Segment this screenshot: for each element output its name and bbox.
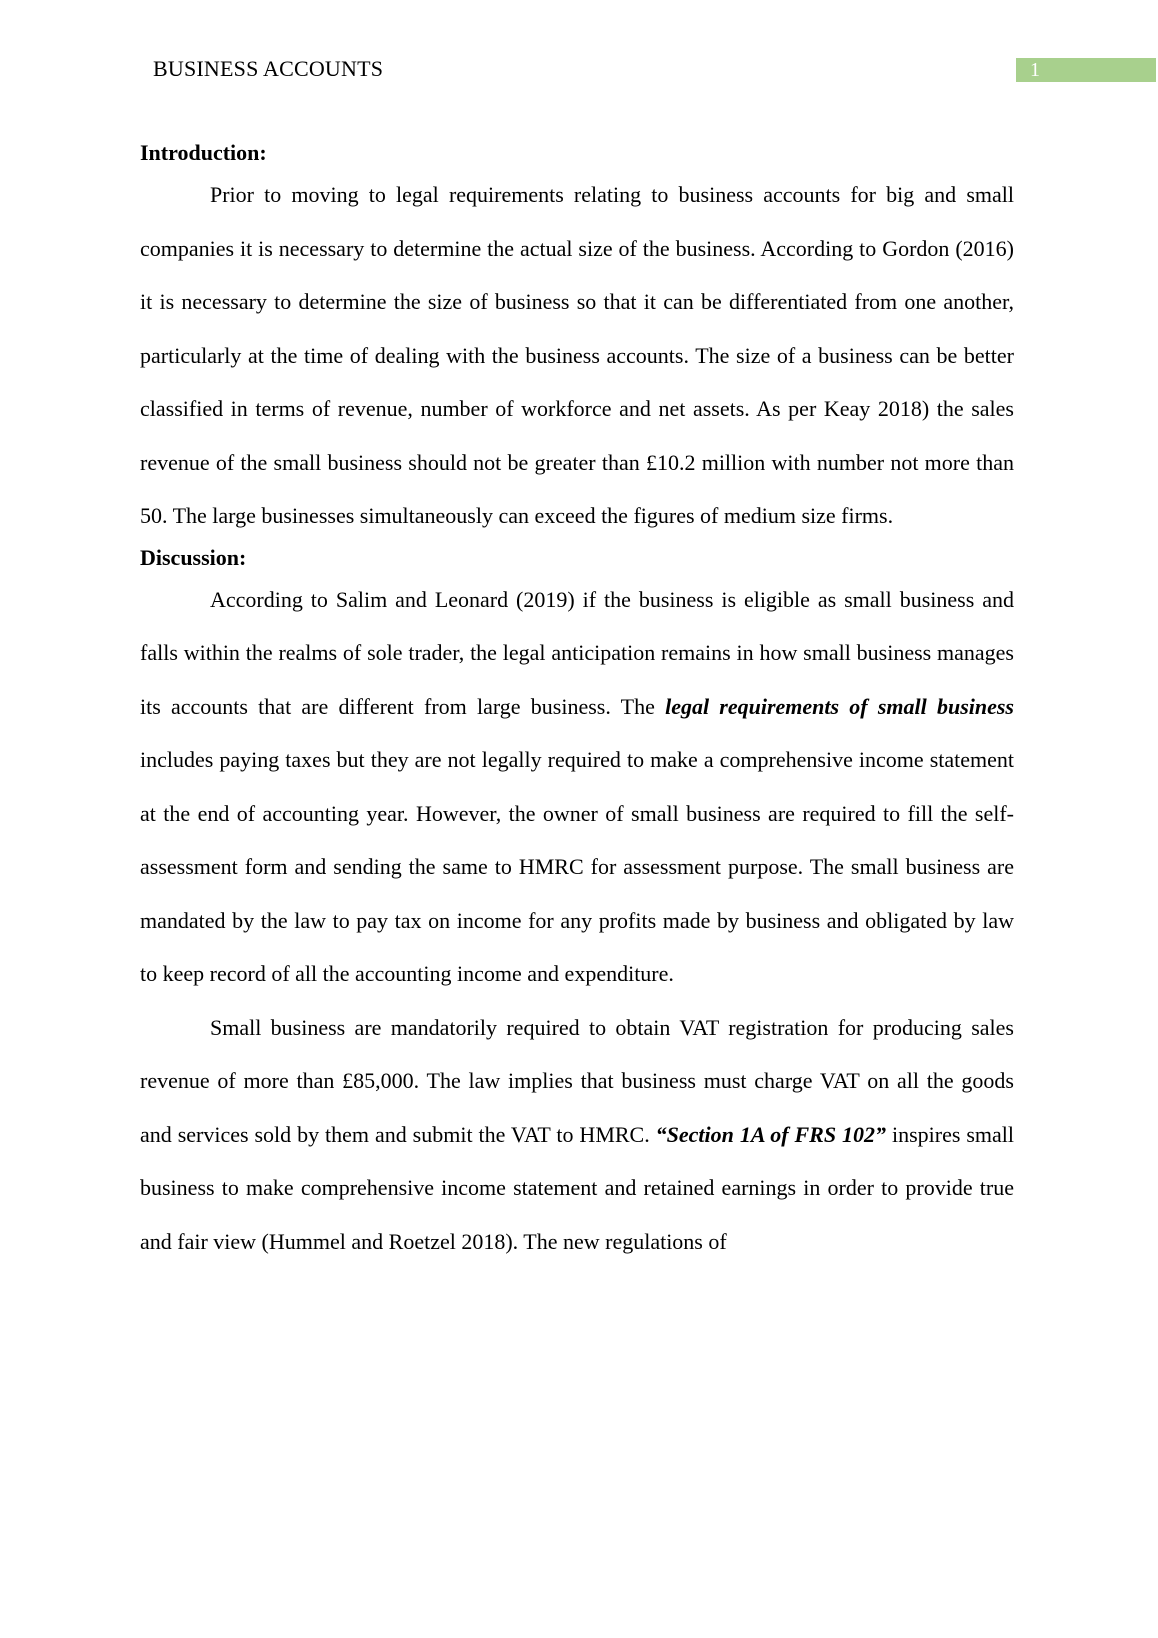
emphasized-phrase: “Section 1A of FRS 102” — [655, 1121, 887, 1147]
paragraph-text: inspires small business to make comprehensive income statement and retained earnings in order to provide true and fair view (Hummel and Roetzel 2018). The new regulations of — [140, 1121, 1014, 1254]
paragraph-text: includes paying taxes but they are not legally required to make a comprehensive income statement at the end of accounting year. However, the owner of small business are required to fill the self-assessment form and sending the same to HMRC for assessment purpose. The small business are mandated by the law to pay tax on income for any profits made by business and obligated by law to keep record of all the accounting income and expenditure. — [140, 747, 1014, 986]
introduction-heading: Introduction: — [140, 140, 267, 165]
emphasized-phrase: legal requirements of small business — [665, 693, 1014, 719]
document-body — [140, 138, 1014, 1268]
introduction-paragraph: Prior to moving to legal requirements relating to business accounts for big and small companies it is necessary to determine the actual size of the business. According to Gordon (2016) it is necessary to determine the size of business so that it can be differentiated from one another, particularly at the time of dealing with the business accounts. The size of a business can be better classified in terms of revenue, number of workforce and net assets. As per Keay 2018) the sales revenue of the small business should not be greater than £10.2 million with number not more than 50. The large businesses simultaneously can exceed the figures of medium size firms. — [140, 182, 1014, 528]
discussion-paragraph-2 — [140, 1001, 1014, 1269]
running-header-title: BUSINESS ACCOUNTS — [153, 56, 384, 81]
discussion-heading: Discussion: — [140, 544, 247, 570]
paragraph-text: According to Salim and Leonard (2019) if the business is eligible as small business and falls within the realms of sole trader, the legal anticipation remains in how small business manages its accounts that are different from large business. The — [140, 586, 1014, 719]
page-number: 1 — [1016, 58, 1156, 82]
discussion-paragraph-1 — [140, 573, 1014, 1001]
paragraph-text: Small business are mandatorily required to obtain VAT registration for producing sales revenue of more than £85,000. The law implies that business must charge VAT on all the goods and services sold by them and submit the VAT to HMRC. — [140, 1014, 1014, 1147]
